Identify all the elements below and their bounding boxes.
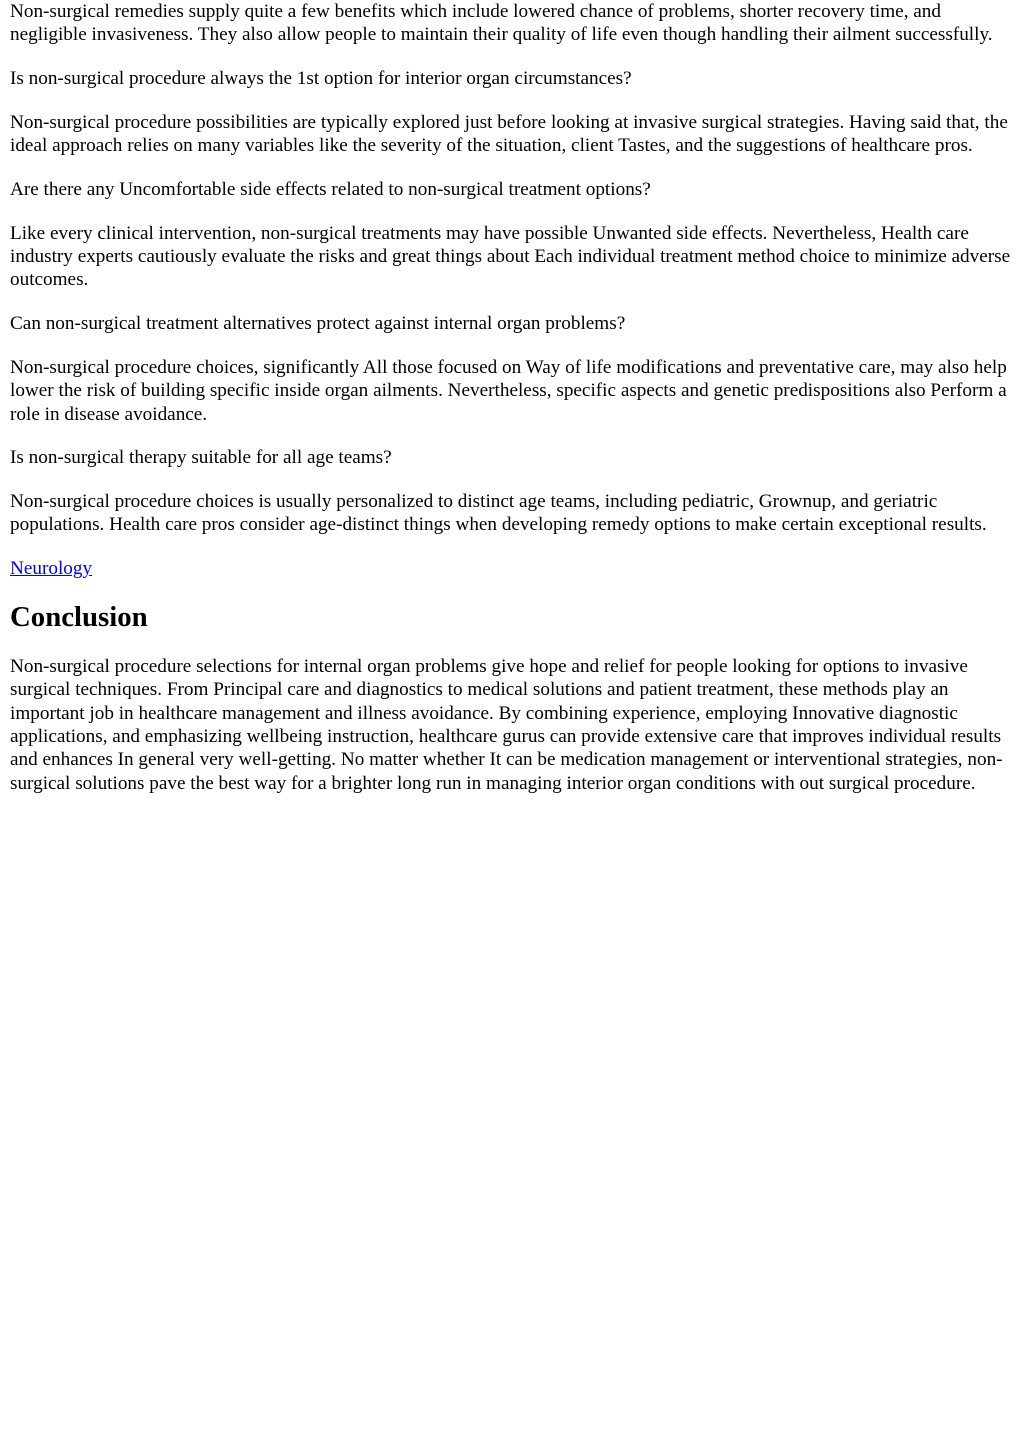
question-prevention: Can non-surgical treatment alternatives protect against internal organ problems? bbox=[10, 313, 626, 335]
conclusion-paragraph: Non-surgical procedure selections for internal organ problems give hope and relief for people looking for options to invasive surgical techniques. From Principal care and diagnostics to medical solutions and patient treatment, these methods play an important job in healthcare management and illness avoidance. By combining experience, employing Innovative diagnostic applications, and emphasizing wellbeing instruction, healthcare gurus can provide extensive care that improves individual results and enhances In general very well-getting. No matter whether It can be medication management or interventional strategies, non-surgical solutions pave the best way for a brighter long run in managing interior organ conditions with out surgical procedure. bbox=[10, 656, 1003, 794]
link-paragraph bbox=[10, 557, 1014, 580]
paragraph-first-option-answer: Non-surgical procedure possibilities are typically explored just before looking at invasive surgical strategies. Having said that, the ideal approach relies on many variables like the severity of the situation, client Tastes, and the suggestions of healthcare pros. bbox=[10, 111, 1008, 157]
question-side-effects: Are there any Uncomfortable side effects related to non-surgical treatment options? bbox=[10, 178, 651, 200]
paragraph-benefits: Non-surgical remedies supply quite a few benefits which include lowered chance of problems, shorter recovery time, and negligible invasiveness. They also allow people to maintain their quality of life even though handling their ailment successfully. bbox=[10, 1, 993, 46]
conclusion-heading: Conclusion bbox=[10, 601, 148, 634]
neurology-link[interactable]: Neurology bbox=[10, 558, 93, 580]
paragraph-side-effects-answer: Like every clinical intervention, non-surgical treatments may have possible Unwanted side effects. Nevertheless, Health care industry experts cautiously evaluate the risks and great things about Each individual treatment method choice to minimize adverse outcomes. bbox=[10, 222, 1011, 291]
paragraph-age-groups-answer: Non-surgical procedure choices is usually personalized to distinct age teams, including pediatric, Grownup, and geriatric populations. Health care pros consider age-distinct things when developing remedy options to make certain exceptional results. bbox=[10, 491, 987, 536]
question-age-groups: Is non-surgical therapy suitable for all age teams? bbox=[10, 447, 392, 469]
paragraph-prevention-answer: Non-surgical procedure choices, significantly All those focused on Way of life modifications and preventative care, may also help lower the risk of building specific inside organ ailments. Nevertheless, specific aspects and genetic predispositions also Perform a role in disease avoidance. bbox=[10, 356, 1007, 425]
question-first-option: Is non-surgical procedure always the 1st option for interior organ circumstances? bbox=[10, 68, 632, 90]
